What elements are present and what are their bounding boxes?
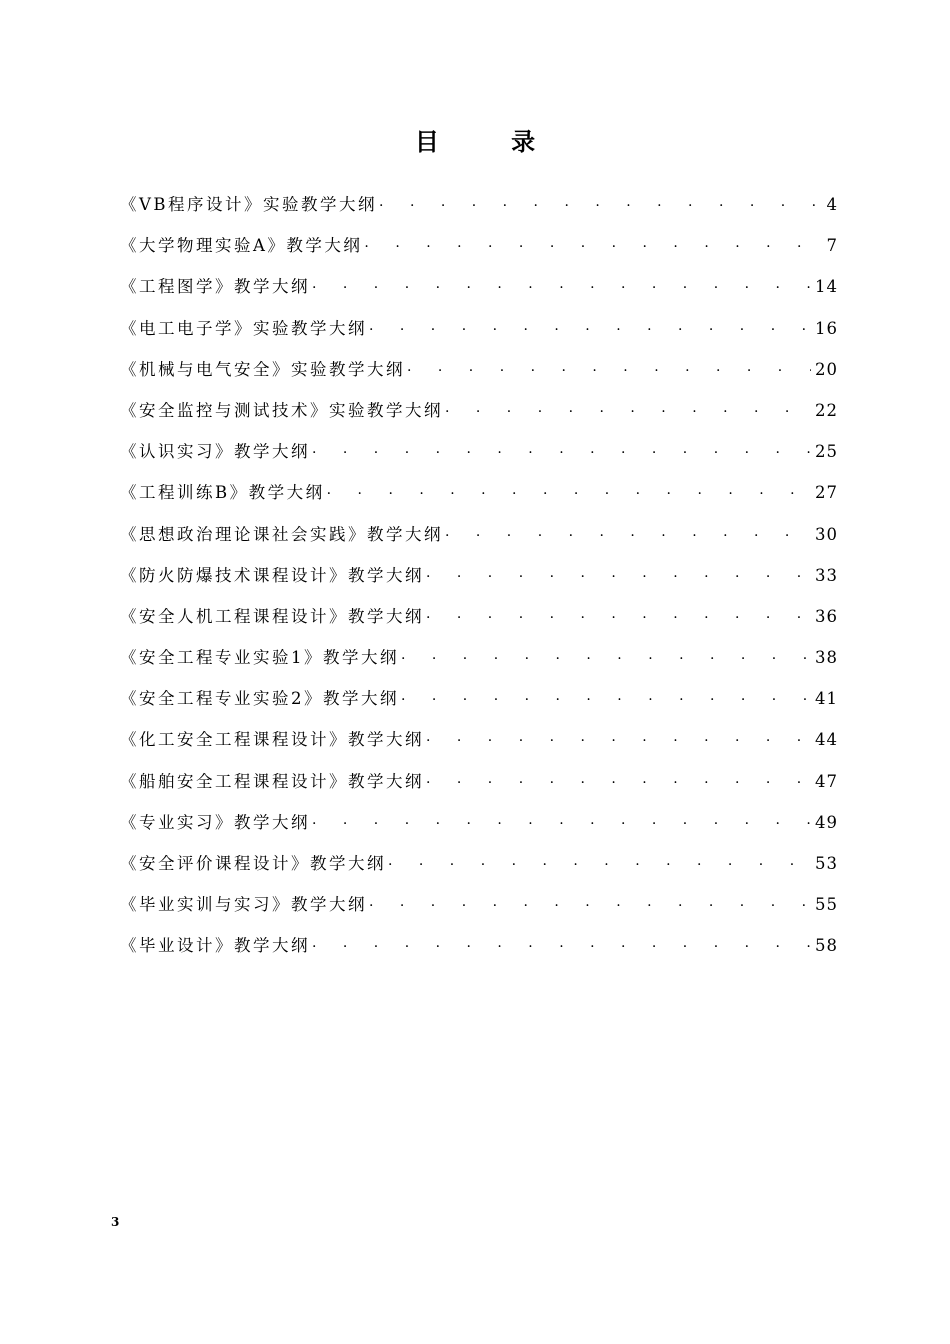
dot-leader — [388, 848, 811, 882]
toc-entry[interactable] — [120, 435, 838, 476]
toc-entry-page: 7 — [826, 236, 838, 256]
dot-leader — [426, 724, 811, 758]
dot-leader — [327, 477, 811, 511]
toc-entry[interactable] — [120, 682, 838, 723]
dot-leader — [369, 889, 811, 923]
dot-leader — [401, 683, 811, 717]
toc-entry-title: 《VB程序设计》实验教学大纲 — [120, 195, 378, 214]
dot-leader — [312, 807, 811, 841]
toc-entry-title: 《船舶安全工程课程设计》教学大纲 — [120, 771, 424, 791]
toc-entry[interactable] — [120, 188, 838, 229]
dot-leader — [369, 313, 811, 347]
toc-entry[interactable] — [120, 641, 838, 682]
toc-entry-page: 4 — [826, 195, 838, 214]
toc-entry-title: 《安全工程专业实验1》教学大纲 — [120, 648, 399, 668]
toc-entry[interactable] — [120, 600, 838, 641]
toc-entry-page: 27 — [815, 483, 838, 503]
dot-leader — [426, 601, 811, 635]
toc-entry[interactable] — [120, 394, 838, 435]
dot-leader — [401, 642, 811, 676]
toc-entry-page: 53 — [815, 854, 838, 873]
toc-entry[interactable] — [120, 806, 838, 847]
toc-entry-title: 《认识实习》教学大纲 — [120, 442, 310, 462]
dot-leader — [379, 189, 822, 223]
toc-entry[interactable] — [120, 518, 838, 559]
table-of-contents — [120, 188, 838, 971]
toc-entry[interactable] — [120, 559, 838, 600]
dot-leader — [312, 436, 811, 470]
toc-entry[interactable] — [120, 353, 838, 394]
dot-leader — [426, 560, 811, 594]
toc-entry[interactable] — [120, 888, 838, 929]
toc-entry-title: 《安全评价课程设计》教学大纲 — [120, 854, 386, 873]
toc-entry-title: 《电工电子学》实验教学大纲 — [120, 318, 367, 338]
page-number: 3 — [111, 1215, 120, 1229]
toc-entry-title: 《思想政治理论课社会实践》教学大纲 — [120, 524, 443, 544]
toc-entry-page: 58 — [815, 936, 838, 956]
toc-entry-title: 《防火防爆技术课程设计》教学大纲 — [120, 565, 424, 585]
toc-entry-page: 20 — [815, 359, 838, 379]
toc-entry-title: 《安全人机工程课程设计》教学大纲 — [120, 606, 424, 626]
toc-entry-title: 《工程训练B》教学大纲 — [120, 483, 325, 503]
toc-entry-title: 《毕业设计》教学大纲 — [120, 936, 310, 956]
toc-entry-title: 《安全监控与测试技术》实验教学大纲 — [120, 400, 443, 420]
toc-entry[interactable] — [120, 723, 838, 764]
toc-entry-title: 《化工安全工程课程设计》教学大纲 — [120, 730, 424, 750]
toc-entry[interactable] — [120, 312, 838, 353]
toc-entry[interactable] — [120, 476, 838, 517]
toc-entry-page: 30 — [815, 524, 838, 544]
dot-leader — [445, 395, 811, 429]
toc-entry-page: 49 — [815, 812, 838, 832]
toc-entry[interactable] — [120, 765, 838, 806]
toc-entry-page: 33 — [815, 565, 838, 585]
dot-leader — [445, 519, 811, 553]
toc-entry-page: 36 — [815, 606, 838, 626]
toc-entry[interactable] — [120, 847, 838, 888]
dot-leader — [407, 354, 811, 388]
toc-entry-title: 《机械与电气安全》实验教学大纲 — [120, 359, 405, 379]
toc-entry[interactable] — [120, 229, 838, 270]
toc-entry-page: 25 — [815, 442, 838, 462]
toc-entry-page: 14 — [815, 277, 838, 297]
page-title: 目 录 — [414, 128, 568, 156]
toc-entry[interactable] — [120, 929, 838, 970]
toc-entry-page: 55 — [815, 895, 838, 915]
toc-entry-title: 《专业实习》教学大纲 — [120, 812, 310, 832]
dot-leader — [426, 766, 811, 800]
toc-entry-page: 44 — [815, 730, 838, 750]
toc-entry-title: 《大学物理实验A》教学大纲 — [120, 236, 363, 256]
dot-leader — [312, 930, 811, 964]
toc-entry-page: 47 — [815, 771, 838, 791]
toc-entry[interactable] — [120, 270, 838, 311]
toc-entry-title: 《安全工程专业实验2》教学大纲 — [120, 689, 399, 709]
dot-leader — [364, 230, 822, 264]
toc-entry-title: 《毕业实训与实习》教学大纲 — [120, 895, 367, 915]
toc-entry-page: 16 — [815, 318, 838, 338]
toc-entry-page: 22 — [815, 400, 838, 420]
dot-leader — [312, 271, 811, 305]
toc-entry-page: 38 — [815, 648, 838, 668]
toc-entry-page: 41 — [815, 689, 838, 709]
toc-entry-title: 《工程图学》教学大纲 — [120, 277, 310, 297]
